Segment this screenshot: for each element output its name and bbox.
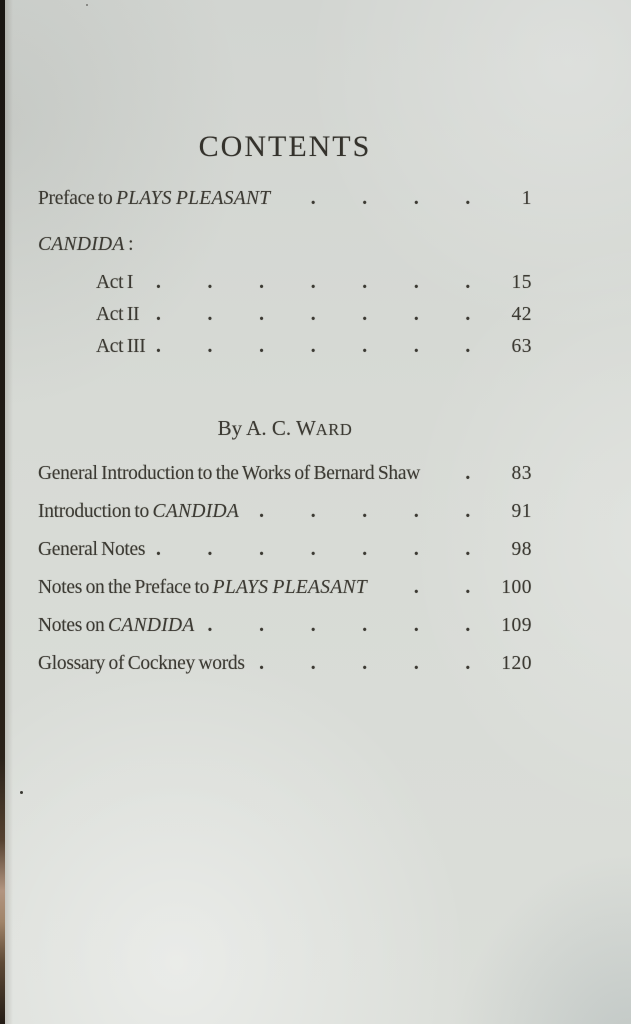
toc-label bbox=[38, 230, 133, 260]
page-number: 109 bbox=[501, 615, 532, 636]
toc-label-segment: Act I bbox=[96, 272, 134, 293]
leader-dot: . bbox=[207, 539, 213, 560]
toc-label-segment: CANDIDA bbox=[38, 234, 125, 255]
toc-label bbox=[38, 184, 270, 214]
dot-leader bbox=[133, 268, 486, 298]
leader-dot: . bbox=[413, 304, 419, 325]
page-number: 91 bbox=[511, 501, 532, 522]
toc-label bbox=[96, 300, 139, 330]
toc-row bbox=[38, 649, 532, 679]
toc-row bbox=[38, 268, 532, 298]
leader-dot: . bbox=[465, 501, 470, 522]
toc-label-segment: : bbox=[124, 234, 134, 255]
leader-dot: . bbox=[362, 304, 367, 325]
toc-row bbox=[38, 611, 532, 641]
page-number: 42 bbox=[511, 304, 532, 325]
toc-label-segment: Notes on the Preface to bbox=[38, 577, 213, 598]
dot-leader bbox=[245, 649, 486, 679]
leader-dot: . bbox=[413, 615, 419, 636]
toc-label bbox=[96, 332, 145, 362]
leader-dot: . bbox=[207, 615, 213, 636]
paper-speck bbox=[86, 4, 88, 6]
leader-dot: . bbox=[465, 272, 470, 293]
leader-dot: . bbox=[465, 336, 470, 357]
leader-dot: . bbox=[465, 539, 470, 560]
dot-leader bbox=[139, 300, 486, 330]
toc-label-segment: Notes on bbox=[38, 615, 109, 636]
toc-label-segment: PLAYS PLEASANT bbox=[116, 188, 271, 209]
leader-dot: . bbox=[259, 272, 264, 293]
toc-label-segment: Introduction to bbox=[38, 501, 153, 522]
leader-dot: . bbox=[413, 272, 419, 293]
leader-dot: . bbox=[465, 577, 470, 598]
leader-dot: . bbox=[155, 336, 161, 357]
toc-label-segment: CANDIDA bbox=[108, 615, 195, 636]
toc-row bbox=[38, 300, 532, 330]
leader-dot: . bbox=[310, 501, 316, 522]
toc-label-segment: Act II bbox=[96, 304, 140, 325]
dot-leader bbox=[420, 459, 486, 489]
page-number: 100 bbox=[501, 577, 532, 598]
leader-dot: . bbox=[155, 272, 161, 293]
leader-dot: . bbox=[465, 615, 470, 636]
leader-dot: . bbox=[310, 188, 316, 209]
toc-section-plays bbox=[38, 184, 532, 362]
page-number: 98 bbox=[511, 539, 532, 560]
toc-row bbox=[38, 184, 532, 214]
dot-leader bbox=[195, 611, 486, 641]
leader-dot: . bbox=[413, 188, 419, 209]
page-number: 63 bbox=[511, 336, 532, 357]
toc-label-segment: Preface to bbox=[38, 188, 117, 209]
leader-dot: . bbox=[207, 336, 213, 357]
page-number: 120 bbox=[501, 653, 532, 674]
leader-dot: . bbox=[310, 539, 316, 560]
toc-label bbox=[96, 268, 133, 298]
toc-row bbox=[38, 497, 532, 527]
leader-dot: . bbox=[155, 539, 161, 560]
leader-dot: . bbox=[413, 653, 419, 674]
leader-dot: . bbox=[413, 577, 419, 598]
leader-dot: . bbox=[362, 539, 367, 560]
paper-speck bbox=[20, 791, 23, 794]
leader-dot: . bbox=[362, 501, 367, 522]
toc-row bbox=[38, 459, 532, 489]
dot-leader bbox=[367, 573, 486, 603]
leader-dot: . bbox=[259, 501, 264, 522]
leader-dot: . bbox=[259, 615, 264, 636]
leader-dot: . bbox=[310, 615, 316, 636]
toc-label bbox=[38, 535, 145, 565]
leader-dot: . bbox=[310, 272, 316, 293]
spine-shadow bbox=[5, 0, 13, 1024]
byline-name-smallcaps: ARD bbox=[315, 420, 353, 439]
dot-leader bbox=[239, 497, 486, 527]
dot-leader bbox=[270, 184, 486, 214]
leader-dot: . bbox=[259, 336, 264, 357]
leader-dot: . bbox=[259, 653, 264, 674]
toc-section-ward bbox=[38, 459, 532, 679]
leader-dot: . bbox=[310, 304, 316, 325]
book-spine-edge bbox=[0, 0, 5, 1024]
leader-dot: . bbox=[465, 188, 470, 209]
toc-label bbox=[38, 459, 420, 489]
toc-label-segment: General Notes bbox=[38, 539, 146, 560]
leader-dot: . bbox=[362, 188, 367, 209]
leader-dot: . bbox=[413, 336, 419, 357]
leader-dot: . bbox=[413, 539, 419, 560]
leader-dot: . bbox=[465, 463, 470, 484]
leader-dot: . bbox=[362, 615, 367, 636]
leader-dot: . bbox=[259, 304, 264, 325]
leader-dot: . bbox=[362, 653, 367, 674]
toc-label-segment: Glossary of Cockney words bbox=[38, 653, 245, 674]
page-title: CONTENTS bbox=[198, 130, 372, 163]
leader-dot: . bbox=[207, 304, 213, 325]
editor-byline bbox=[38, 411, 532, 447]
toc-label-segment: PLAYS PLEASANT bbox=[212, 577, 367, 598]
page-number: 15 bbox=[511, 272, 532, 293]
leader-dot: . bbox=[155, 304, 161, 325]
toc-row bbox=[38, 230, 532, 260]
toc-label-segment: CANDIDA bbox=[152, 501, 240, 522]
page-number: 83 bbox=[511, 463, 532, 484]
leader-dot: . bbox=[465, 653, 470, 674]
toc-label bbox=[38, 573, 367, 603]
leader-dot: . bbox=[259, 539, 264, 560]
leader-dot: . bbox=[362, 336, 367, 357]
toc-label bbox=[38, 611, 195, 641]
leader-dot: . bbox=[207, 272, 213, 293]
toc-label bbox=[38, 497, 239, 527]
page-number: 1 bbox=[521, 188, 532, 209]
leader-dot: . bbox=[362, 272, 367, 293]
toc-row bbox=[38, 535, 532, 565]
leader-dot: . bbox=[310, 336, 316, 357]
toc-label-segment: General Introduction to the Works of Bernard Shaw bbox=[38, 463, 420, 484]
toc-row bbox=[38, 573, 532, 603]
leader-dot: . bbox=[310, 653, 316, 674]
toc-label-segment: Act III bbox=[96, 336, 146, 357]
dot-leader bbox=[145, 535, 486, 565]
leader-dot: . bbox=[465, 304, 470, 325]
byline-prefix: By A. C. W bbox=[217, 416, 316, 440]
leader-dot: . bbox=[413, 501, 419, 522]
dot-leader bbox=[145, 332, 486, 362]
toc-row bbox=[38, 332, 532, 362]
toc-label bbox=[38, 649, 245, 679]
